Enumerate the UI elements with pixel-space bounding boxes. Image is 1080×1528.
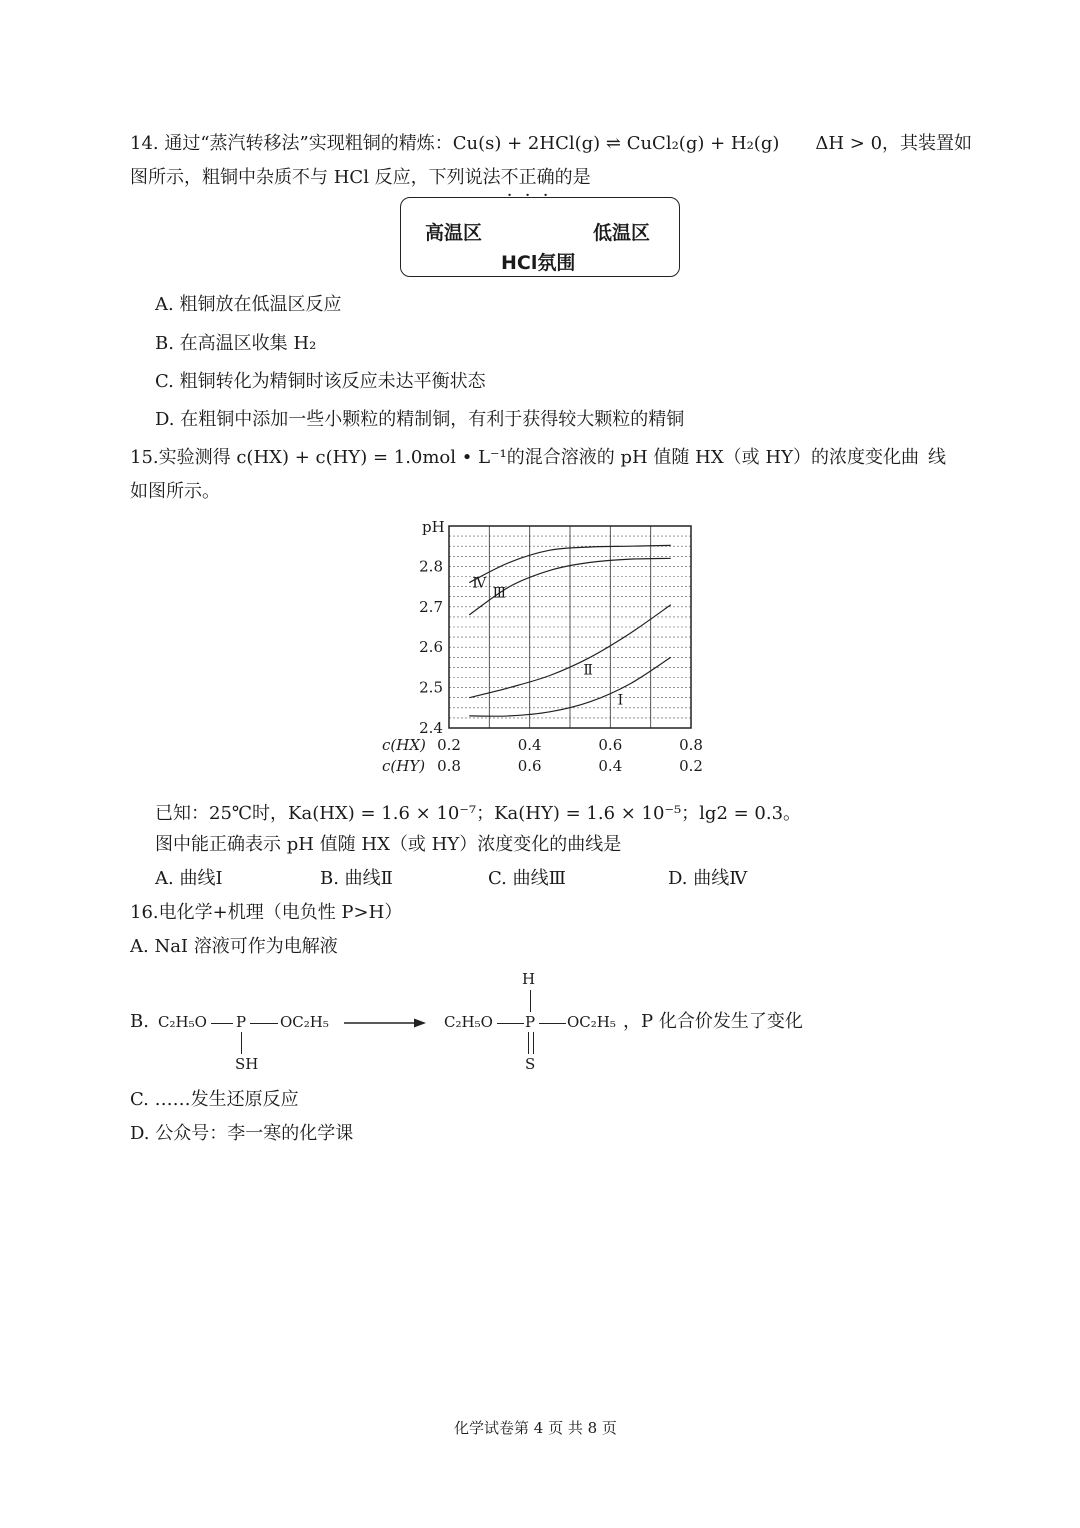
y-tick-label: 2.5 [419, 678, 443, 697]
q16-option-d: D. 公众号：李一寒的化学课 [130, 1123, 354, 1144]
q16-title: 16.电化学+机理（电负性 P>H） [130, 902, 403, 923]
q14-option-b: B. 在高温区收集 H₂ [155, 333, 317, 354]
q14-line1: 14. 通过“蒸汽转移法”实现粗铜的精炼：Cu(s) + 2HCl(g) ⇌ CuCl₂(g) + H₂(g) ΔH > 0，其装置如 [130, 133, 973, 154]
q15-option-b: B. 曲线Ⅱ [320, 868, 393, 889]
x-axis-label-hy: c(HY) [382, 757, 426, 775]
low-temp-label: 低温区 [593, 222, 651, 244]
x-tick-label-hy: 0.8 [437, 757, 461, 775]
y-tick-label: 2.4 [419, 719, 443, 737]
struct-left-sh: SH [235, 1055, 259, 1073]
q14-line2-post: 的是 [554, 167, 591, 188]
bond-line [250, 1023, 278, 1024]
x-axis-label-hx: c(HX) [382, 736, 426, 754]
x-tick-label-hx: 0.4 [517, 736, 542, 754]
q14-line2-pre: 图所示，粗铜中杂质不与 HCl 反应，下列说法 [130, 167, 501, 188]
q14-option-d: D. 在粗铜中添加一些小颗粒的精制铜，有利于获得较大颗粒的精铜 [155, 409, 685, 430]
q15-question: 图中能正确表示 pH 值随 HX（或 HY）浓度变化的曲线是 [155, 834, 622, 855]
y-tick-label: 2.7 [419, 597, 443, 616]
x-tick-label-hy: 0.6 [517, 757, 542, 775]
series-labels [472, 576, 623, 709]
bond-line [497, 1023, 524, 1024]
x-tick-label-hy: 0.4 [598, 757, 623, 775]
hcl-atmosphere-label: HCl氛围 [501, 252, 576, 274]
x-tick-label-hx: 0.2 [437, 736, 461, 754]
series-label: Ⅲ [492, 585, 507, 602]
bond-line [241, 1032, 242, 1054]
page-footer: 化学试卷第 4 页 共 8 页 [454, 1419, 617, 1437]
q14-line2 [130, 165, 591, 191]
q15-option-a: A. 曲线Ⅰ [155, 868, 223, 889]
struct-right-h: H [522, 970, 536, 988]
q14-option-a: A. 粗铜放在低温区反应 [155, 294, 342, 315]
q15-known: 已知：25℃时，Ka(HX) = 1.6 × 10⁻⁷；Ka(HY) = 1.6 × 10⁻⁵；lg2 = 0.3。 [155, 803, 802, 824]
double-bond-line [533, 1032, 534, 1054]
q15-line1: 15.实验测得 c(HX) + c(HY) = 1.0mol • L⁻¹的混合溶液的 pH 值随 HX（或 HY）的浓度变化曲 [130, 447, 919, 468]
x-tick-label-hx: 0.8 [679, 736, 703, 754]
ph-chart [375, 510, 735, 785]
apparatus-box [400, 197, 680, 277]
chart-grid [449, 526, 691, 728]
emphasis-char: 正 [518, 167, 537, 188]
y-tick-label: 2.8 [419, 557, 443, 576]
x-tick-labels [437, 736, 703, 775]
q14-option-c: C. 粗铜转化为精铜时该反应未达平衡状态 [155, 371, 486, 392]
q16-option-a: A. NaI 溶液可作为电解液 [130, 936, 338, 957]
q15-option-c: C. 曲线Ⅲ [488, 868, 566, 889]
x-tick-label-hy: 0.2 [679, 757, 703, 775]
q15-line1-tail: 线 [928, 447, 946, 468]
q16-option-b-tail: ，P 化合价发生了变化 [623, 1011, 803, 1032]
bond-line [539, 1023, 566, 1024]
x-tick-label-hx: 0.6 [598, 736, 623, 754]
emphasis-char: 不 [500, 167, 519, 188]
struct-right-left-group: C₂H₅O [444, 1013, 493, 1031]
struct-right-phosphorus: P [525, 1013, 536, 1031]
q15-line2: 如图所示。 [130, 481, 220, 502]
struct-left-right-group: OC₂H₅ [280, 1013, 329, 1031]
y-tick-labels [419, 557, 443, 737]
struct-left-phosphorus: P [236, 1013, 247, 1031]
y-axis-label: pH [422, 518, 445, 536]
bond-line [211, 1023, 233, 1024]
y-tick-label: 2.6 [419, 638, 443, 657]
emphasis-char: 确 [536, 167, 555, 188]
q15-option-d: D. 曲线Ⅳ [668, 868, 748, 889]
bond-line [530, 990, 531, 1012]
series-label: Ⅳ [472, 575, 487, 592]
struct-right-right-group: OC₂H₅ [567, 1013, 616, 1031]
reaction-arrow [344, 1017, 426, 1029]
double-bond-line [528, 1032, 529, 1054]
struct-left-left-group: C₂H₅O [158, 1013, 207, 1031]
high-temp-label: 高温区 [425, 222, 483, 244]
series-label: Ⅰ [617, 692, 624, 709]
struct-right-s: S [525, 1055, 536, 1073]
q16-option-c: C. ……发生还原反应 [130, 1089, 299, 1110]
series-label: Ⅱ [583, 662, 593, 679]
q16-option-b-label: B. [130, 1011, 149, 1032]
